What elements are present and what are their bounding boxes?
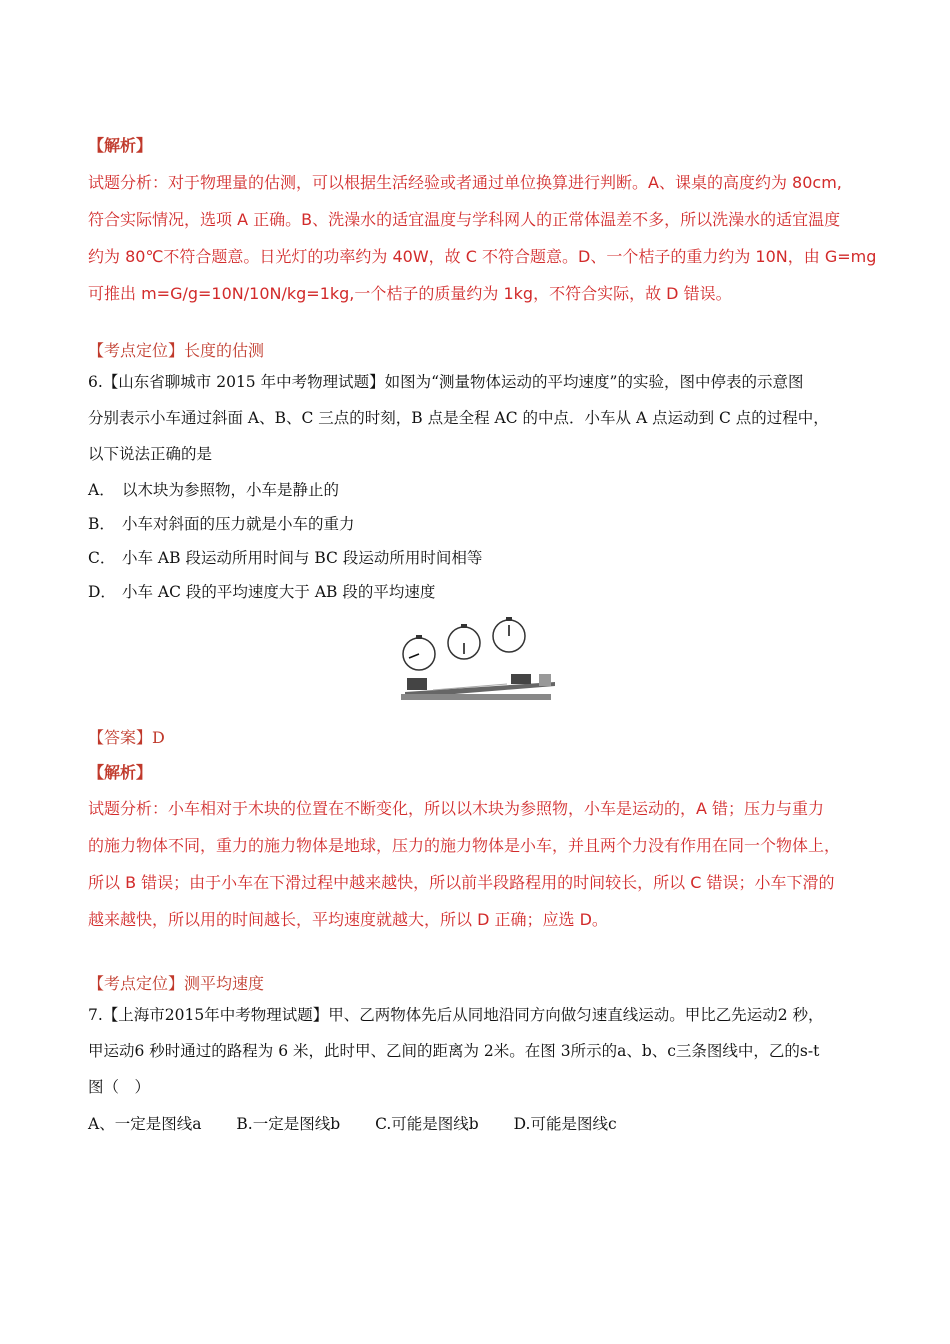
analysis-text-1 (88, 164, 878, 312)
question-7-stem (88, 997, 878, 1105)
stopwatch-incline-figure (395, 612, 560, 714)
option-b: B． 小车对斜面的压力就是小车的重力 (88, 515, 355, 533)
kaodian-6: 【考点定位】测平均速度 (88, 974, 265, 993)
answer-6: 【答案】D (88, 728, 165, 747)
analysis-line: 符合实际情况，选项 A 正确。B、洗澡水的适宜温度与学科网人的正常体温差不多，所以洗澡水的适宜温度 (88, 210, 841, 229)
question-line: 分别表示小车通过斜面 A、B、C 三点的时刻，B 点是全程 AC 的中点．小车从 A 点运动到 C 点的过程中， (88, 409, 829, 427)
analysis-line: 约为 80℃不符合题意。日光灯的功率约为 40W，故 C 不符合题意。D、一个桔子的重力约为 10N，由 G=mg (88, 247, 877, 266)
question-6-options (88, 473, 878, 609)
question-line: 7.【上海市2015年中考物理试题】甲、乙两物体先后从同地沿同方向做匀速直线运动。甲比乙先运动2 秒， (88, 1006, 824, 1024)
option-c: C． 小车 AB 段运动所用时间与 BC 段运动所用时间相等 (88, 549, 483, 567)
option-c: C.可能是图线b (375, 1115, 479, 1133)
stopwatch-icon (493, 617, 525, 652)
analysis-line: 试题分析：小车相对于木块的位置在不断变化，所以以木块为参照物，小车是运动的，A 错；压力与重力 (88, 799, 825, 818)
option-d: D． 小车 AC 段的平均速度大于 AB 段的平均速度 (88, 583, 436, 601)
analysis-heading-6: 【解析】 (88, 763, 153, 782)
question-line: 甲运动6 秒时通过的路程为 6 米，此时甲、乙间的距离为 2米。在图 3所示的a、b、c三条图线中，乙的s-t (88, 1042, 820, 1060)
analysis-heading-1: 【解析】 (88, 136, 153, 155)
analysis-text-6 (88, 790, 878, 938)
option-d: D.可能是图线c (513, 1115, 617, 1133)
kaodian-1: 【考点定位】长度的估测 (88, 341, 265, 360)
analysis-line: 的施力物体不同，重力的施力物体是地球，压力的施力物体是小车，并且两个力没有作用在同一个物体上， (88, 836, 841, 855)
question-6-stem (88, 364, 878, 472)
option-b: B.一定是图线b (236, 1115, 341, 1133)
question-line: 6.【山东省聊城市 2015 年中考物理试题】如图为“测量物体运动的平均速度”的实验，图中停表的示意图 (88, 373, 804, 391)
incline-plane (401, 674, 555, 700)
stopwatch-icon (448, 624, 480, 659)
question-7-options (88, 1107, 878, 1141)
question-line: 图（ ） (88, 1078, 151, 1096)
analysis-line: 所以 B 错误；由于小车在下滑过程中越来越快，所以前半段路程用的时间较长，所以 C 错误；小车下滑的 (88, 873, 835, 892)
question-line: 以下说法正确的是 (88, 445, 213, 463)
analysis-line: 可推出 m=G/g=10N/10N/kg=1kg,一个桔子的质量约为 1kg，不符合实际，故 D 错误。 (88, 284, 732, 303)
option-a: A． 以木块为参照物，小车是静止的 (88, 481, 340, 499)
stopwatch-icon (403, 635, 435, 670)
analysis-line: 越来越快，所以用的时间越长，平均速度就越大，所以 D 正确；应选 D。 (88, 910, 608, 929)
option-a: A、一定是图线a (88, 1115, 202, 1133)
analysis-line: 试题分析：对于物理量的估测，可以根据生活经验或者通过单位换算进行判断。A、课桌的高度约为 80cm, (88, 173, 842, 192)
